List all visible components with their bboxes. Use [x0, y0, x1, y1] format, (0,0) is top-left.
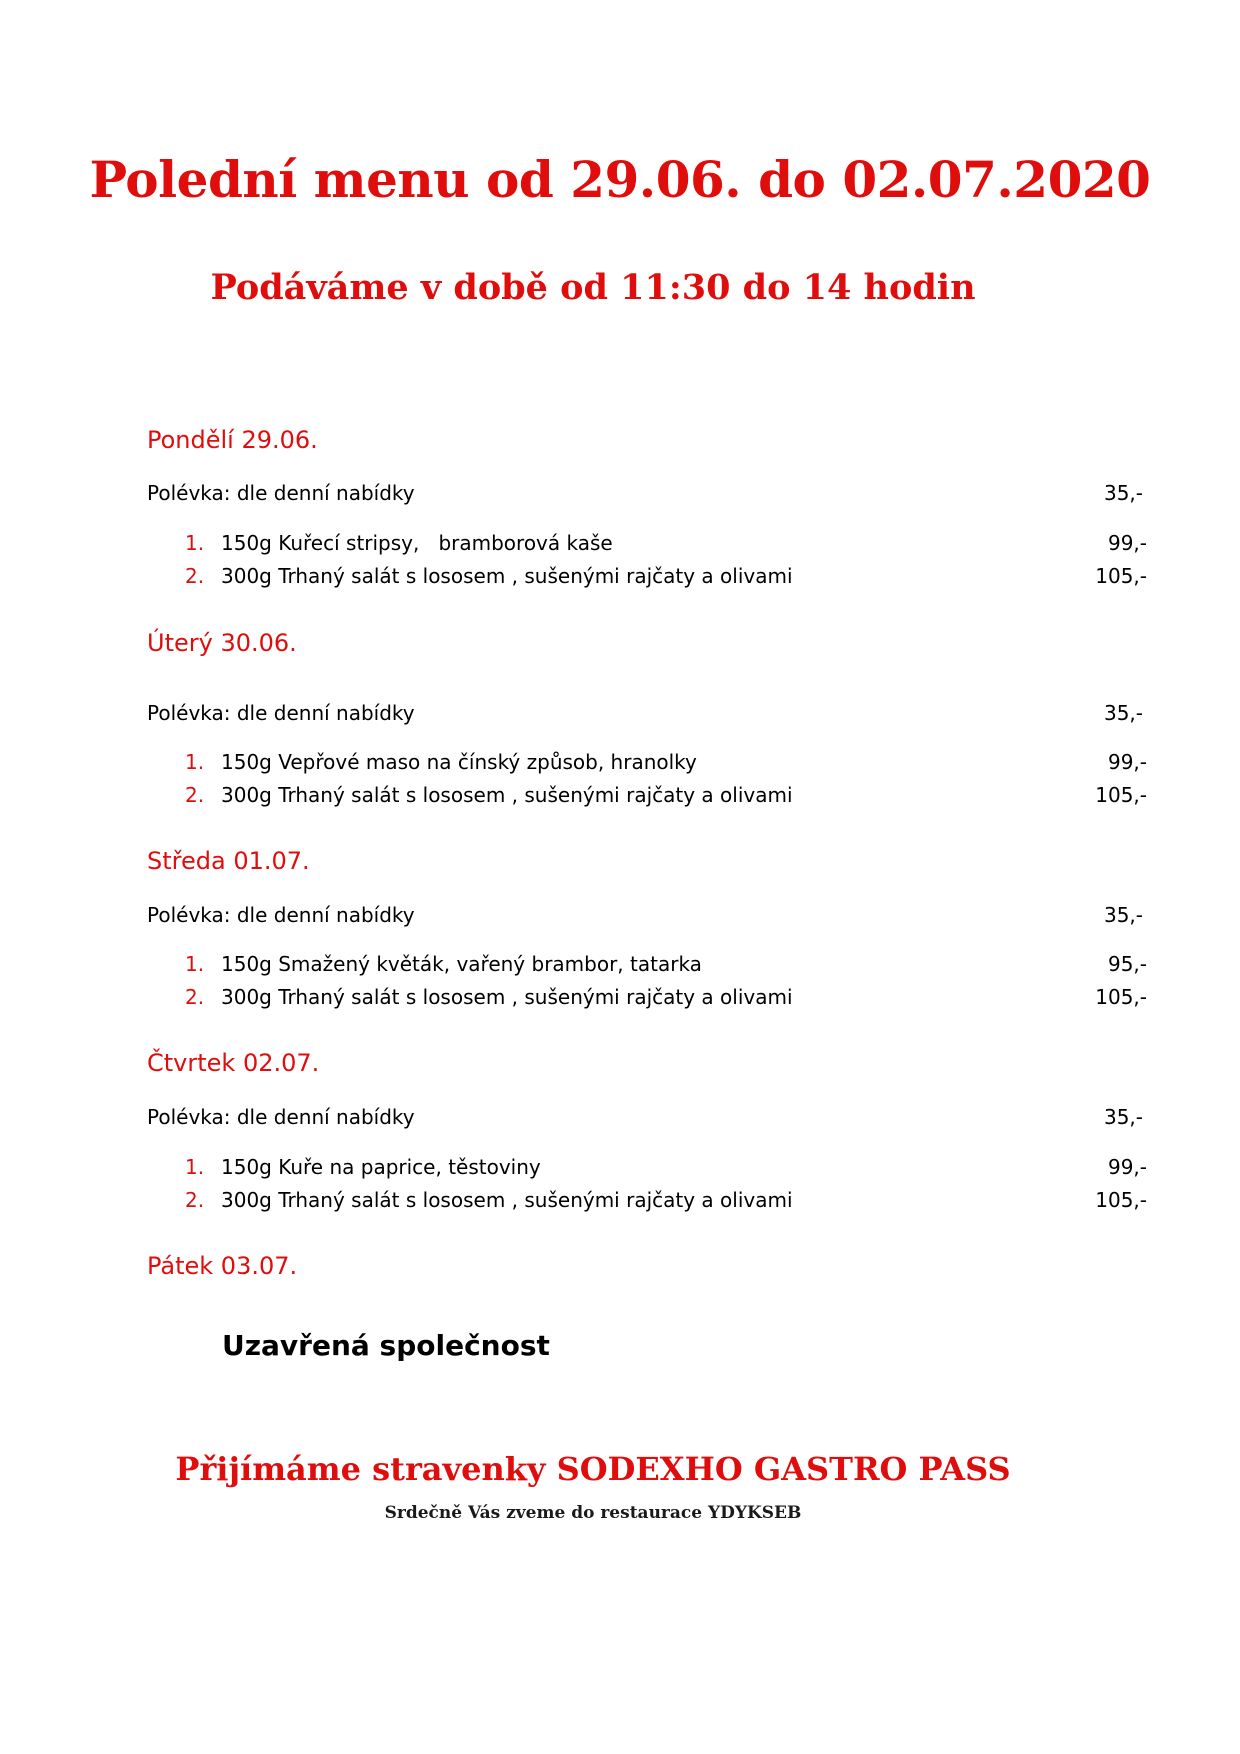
item-number: 2. [185, 1188, 205, 1212]
item-number: 2. [185, 564, 205, 588]
item-price: 99,- [1107, 1155, 1147, 1179]
item-price: 95,- [1107, 952, 1147, 976]
serving-hours: Podáváme v době od 11:30 do 14 hodin [210, 267, 976, 308]
item-number: 2. [185, 783, 205, 807]
soup-label: Polévka: dle denní nabídky [147, 481, 415, 505]
item-number: 2. [185, 985, 205, 1009]
day-heading-thursday: Čtvrtek 02.07. [147, 1049, 320, 1077]
closed-notice: Uzavřená společnost [222, 1329, 550, 1362]
item-price: 105,- [1095, 1188, 1147, 1212]
item-label: 300g Trhaný salát s lososem , sušenými rajčaty a olivami [221, 564, 793, 588]
day-heading-monday: Pondělí 29.06. [147, 426, 318, 454]
item-number: 1. [185, 750, 205, 774]
item-price: 105,- [1095, 985, 1147, 1009]
invitation-line: Srdečně Vás zveme do restaurace YDYKSEB [384, 1503, 802, 1523]
day-heading-friday: Pátek 03.07. [147, 1252, 298, 1280]
item-number: 1. [185, 952, 205, 976]
soup-price: 35,- [1103, 903, 1143, 927]
item-number: 1. [185, 1155, 205, 1179]
item-price: 99,- [1107, 531, 1147, 555]
soup-label: Polévka: dle denní nabídky [147, 1105, 415, 1129]
soup-label: Polévka: dle denní nabídky [147, 903, 415, 927]
item-price: 99,- [1107, 750, 1147, 774]
item-label: 150g Kuře na paprice, těstoviny [221, 1155, 541, 1179]
item-price: 105,- [1095, 783, 1147, 807]
item-label: 300g Trhaný salát s lososem , sušenými rajčaty a olivami [221, 783, 793, 807]
day-heading-wednesday: Středa 01.07. [147, 847, 310, 875]
page-title: Polední menu od 29.06. do 02.07.2020 [89, 150, 1151, 209]
item-price: 105,- [1095, 564, 1147, 588]
item-label: 150g Kuřecí stripsy, bramborová kaše [221, 531, 613, 555]
meal-voucher-notice: Přijímáme stravenky SODEXHO GASTRO PASS [175, 1450, 1011, 1488]
item-label: 300g Trhaný salát s lososem , sušenými rajčaty a olivami [221, 985, 793, 1009]
item-label: 150g Vepřové maso na čínský způsob, hranolky [221, 750, 697, 774]
day-heading-tuesday: Úterý 30.06. [147, 629, 297, 657]
soup-label: Polévka: dle denní nabídky [147, 701, 415, 725]
item-label: 150g Smažený květák, vařený brambor, tatarka [221, 952, 702, 976]
item-label: 300g Trhaný salát s lososem , sušenými rajčaty a olivami [221, 1188, 793, 1212]
soup-price: 35,- [1103, 1105, 1143, 1129]
soup-price: 35,- [1103, 701, 1143, 725]
soup-price: 35,- [1103, 481, 1143, 505]
item-number: 1. [185, 531, 205, 555]
